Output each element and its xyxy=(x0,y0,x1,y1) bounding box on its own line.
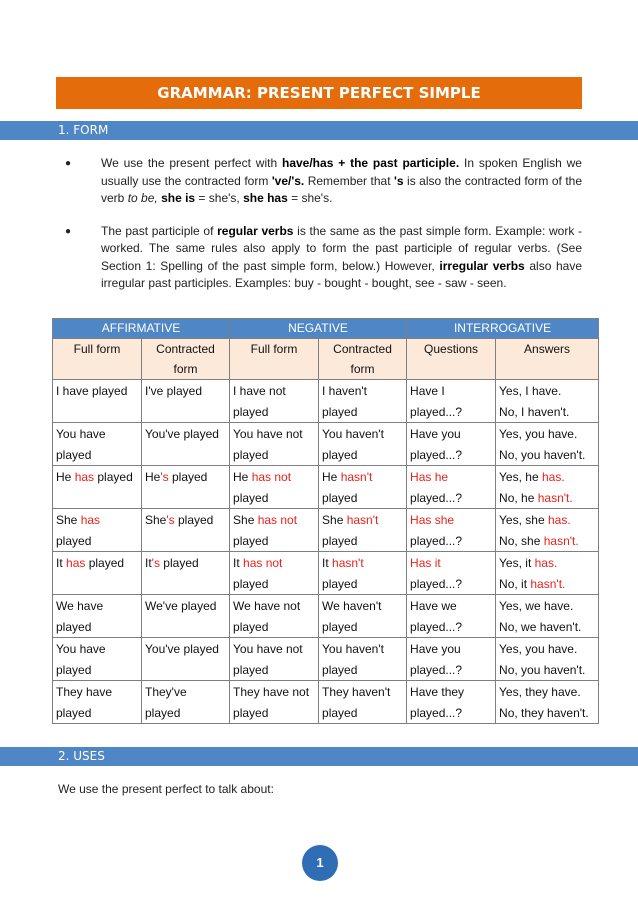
cell-affirmative-contracted: I've played xyxy=(142,380,230,423)
cell-answers: Yes, you have. No, you haven't. xyxy=(496,423,599,466)
cell-negative-full: You have not played xyxy=(230,638,319,681)
section-heading-uses xyxy=(0,747,638,766)
cell-negative-full: I have not played xyxy=(230,380,319,423)
cell-question: Have you played...? xyxy=(407,638,496,681)
cell-question: Has he played...? xyxy=(407,466,496,509)
bullet-text: The past participle of regular verbs is the same as the past simple form. Example: work - worked. The same rules also apply to form the past participle of regular verbs. (See Section 1: Spelling of the past simple form, below.) However, irregular verbs also have irregular past participles. Examples: buy - bought - bought, see - saw - seen. xyxy=(101,223,583,290)
cell-answers: Yes, you have. No, you haven't. xyxy=(496,638,599,681)
cell-answers: Yes, I have. No, I haven't. xyxy=(496,380,599,423)
subheader-questions: Questions xyxy=(407,339,496,380)
section-heading-form xyxy=(0,121,638,140)
bullet-item xyxy=(60,223,582,293)
cell-negative-contracted: You haven't played xyxy=(319,423,407,466)
subheader-answers: Answers xyxy=(496,339,599,380)
table-row xyxy=(53,466,599,509)
cell-affirmative-full: It has played xyxy=(53,552,142,595)
bullet-list xyxy=(60,155,582,308)
cell-answers: Yes, he has. No, he hasn't. xyxy=(496,466,599,509)
uses-intro-text: We use the present perfect to talk about: xyxy=(58,782,274,796)
table-row xyxy=(53,380,599,423)
table-row xyxy=(53,509,599,552)
subheader-full-form: Full form xyxy=(53,339,142,380)
cell-affirmative-full: I have played xyxy=(53,380,142,423)
cell-question: Have we played...? xyxy=(407,595,496,638)
cell-affirmative-contracted: You've played xyxy=(142,638,230,681)
cell-negative-contracted: I haven't played xyxy=(319,380,407,423)
cell-negative-full: She has not played xyxy=(230,509,319,552)
table-group-header-row xyxy=(53,319,599,339)
table-row xyxy=(53,423,599,466)
cell-affirmative-contracted: They've played xyxy=(142,681,230,724)
cell-negative-full: They have not played xyxy=(230,681,319,724)
cell-negative-contracted: We haven't played xyxy=(319,595,407,638)
cell-affirmative-contracted: It's played xyxy=(142,552,230,595)
section-heading-form-label: 1. FORM xyxy=(58,123,109,137)
cell-affirmative-contracted: She's played xyxy=(142,509,230,552)
cell-affirmative-full: We have played xyxy=(53,595,142,638)
cell-affirmative-contracted: He's played xyxy=(142,466,230,509)
cell-affirmative-full: She has played xyxy=(53,509,142,552)
cell-negative-contracted: He hasn't played xyxy=(319,466,407,509)
header-affirmative: AFFIRMATIVE xyxy=(53,319,230,339)
table-row xyxy=(53,681,599,724)
cell-negative-contracted: They haven't played xyxy=(319,681,407,724)
header-negative: NEGATIVE xyxy=(230,319,407,339)
cell-question: Have you played...? xyxy=(407,423,496,466)
cell-question: Have they played...? xyxy=(407,681,496,724)
cell-affirmative-full: He has played xyxy=(53,466,142,509)
page-number-badge: 1 xyxy=(302,845,338,881)
cell-affirmative-full: They have played xyxy=(53,681,142,724)
table-row xyxy=(53,595,599,638)
bullet-text: We use the present perfect with have/has + the past participle. In spoken English we usually use the contracted form 've/'s. Remember that 's is also the contracted form of the verb to be, she is = she's, she has = she's. xyxy=(101,156,582,205)
cell-negative-full: You have not played xyxy=(230,423,319,466)
table-body xyxy=(53,380,599,724)
subheader-full-form: Full form xyxy=(230,339,319,380)
bullet-item xyxy=(60,155,582,208)
bullet-dot-icon: ● xyxy=(65,225,72,237)
cell-affirmative-contracted: You've played xyxy=(142,423,230,466)
cell-negative-contracted: It hasn't played xyxy=(319,552,407,595)
cell-affirmative-full: You have played xyxy=(53,423,142,466)
table-row xyxy=(53,552,599,595)
cell-negative-contracted: She hasn't played xyxy=(319,509,407,552)
cell-answers: Yes, they have. No, they haven't. xyxy=(496,681,599,724)
cell-affirmative-full: You have played xyxy=(53,638,142,681)
page-title: GRAMMAR: PRESENT PERFECT SIMPLE xyxy=(56,77,582,109)
cell-question: Has she played...? xyxy=(407,509,496,552)
conjugation-table xyxy=(52,318,599,724)
cell-question: Has it played...? xyxy=(407,552,496,595)
bullet-dot-icon: ● xyxy=(65,158,72,169)
cell-question: Have I played...? xyxy=(407,380,496,423)
header-interrogative: INTERROGATIVE xyxy=(407,319,599,339)
table-subheader-row xyxy=(53,339,599,380)
cell-answers: Yes, we have. No, we haven't. xyxy=(496,595,599,638)
subheader-contracted-form: Contracted form xyxy=(142,339,230,380)
cell-affirmative-contracted: We've played xyxy=(142,595,230,638)
subheader-contracted-form: Contracted form xyxy=(319,339,407,380)
cell-negative-full: It has not played xyxy=(230,552,319,595)
cell-negative-full: We have not played xyxy=(230,595,319,638)
cell-answers: Yes, it has. No, it hasn't. xyxy=(496,552,599,595)
cell-negative-contracted: You haven't played xyxy=(319,638,407,681)
section-heading-uses-label: 2. USES xyxy=(58,749,105,763)
table-row xyxy=(53,638,599,681)
cell-answers: Yes, she has. No, she hasn't. xyxy=(496,509,599,552)
cell-negative-full: He has not played xyxy=(230,466,319,509)
